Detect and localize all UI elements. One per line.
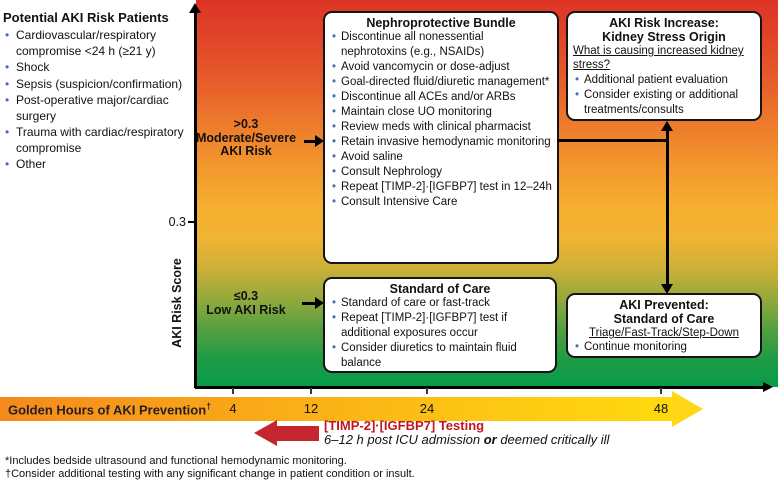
timeline-tick-mark (426, 388, 428, 394)
standard-of-care-box (323, 277, 557, 373)
list-item: • Consult Nephrology (330, 165, 552, 180)
high-risk-label (185, 118, 307, 159)
risk-increase-question: What is causing increased kidney stress? (573, 45, 744, 71)
list-item: • Sepsis (suspicion/confirmation) (3, 77, 199, 93)
low-risk-label (185, 290, 307, 317)
list-item: • Consider existing or additional treatments/consults (573, 88, 755, 118)
high-risk-text2: AKI Risk (220, 144, 272, 158)
low-risk-arrow-icon (302, 297, 324, 309)
list-item: • Maintain close UO monitoring (330, 105, 552, 120)
list-item: • Goal-directed fluid/diuretic management* (330, 75, 552, 90)
footnote: †Consider additional testing with any significant change in patient condition or insult. (5, 468, 415, 480)
list-item: • Review meds with clinical pharmacist (330, 120, 552, 135)
y-axis-tick-label: 0.3 (168, 215, 186, 229)
prevented-title: AKI Prevented: (619, 298, 709, 312)
risk-patients-panel (3, 10, 199, 174)
aki-prevented-box (566, 293, 762, 358)
list-item: • Additional patient evaluation (573, 73, 755, 88)
timeline-tick-label: 48 (653, 401, 669, 416)
outcome-double-arrow-line (666, 130, 669, 285)
nephroprotective-bundle-box (323, 11, 559, 264)
timeline-tick-mark (660, 388, 662, 394)
y-axis-line (194, 12, 197, 388)
y-axis-title: AKI Risk Score (170, 258, 184, 348)
testing-subtitle-pre: 6–12 h post ICU admission (324, 432, 484, 447)
list-item: • Standard of care or fast-track (330, 296, 550, 311)
list-item: • Cardiovascular/respiratory compromise <24 h (≥21 y) (3, 28, 199, 59)
testing-subtitle-or: or (483, 432, 497, 447)
panel-title: Potential AKI Risk Patients (3, 10, 169, 25)
timeline-tick-label: 12 (303, 401, 319, 416)
timeline-tick-mark (232, 388, 234, 394)
standard-title: Standard of Care (389, 282, 491, 296)
high-risk-score: >0.3 (233, 117, 259, 131)
testing-title: [TIMP-2]·[IGFBP7] Testing (324, 418, 485, 433)
outcome-arrow-up-icon (661, 121, 673, 131)
list-item: • Repeat [TIMP-2]·[IGFBP7] test if additional exposures occur (330, 311, 550, 341)
list-item: • Discontinue all ACEs and/or ARBs (330, 90, 552, 105)
testing-arrow-icon (254, 420, 277, 446)
low-risk-score: ≤0.3 (233, 289, 259, 303)
timeline-label (8, 401, 211, 417)
risk-increase-title2: Kidney Stress Origin (602, 30, 726, 44)
list-item: • Repeat [TIMP-2]·[IGFBP7] test in 12–24h (330, 180, 552, 195)
list-item: • Discontinue all nonessential nephrotoxins (e.g., NSAIDs) (330, 30, 552, 60)
risk-patients-list (3, 28, 199, 173)
aki-risk-increase-box (566, 11, 762, 121)
testing-subtitle-post: deemed critically ill (496, 432, 610, 447)
prevented-title2: Standard of Care (613, 312, 715, 326)
testing-arrow-body (276, 426, 319, 441)
y-axis-arrow-icon (189, 3, 201, 13)
list-item: • Continue monitoring (573, 340, 755, 355)
list-item: • Consider diuretics to maintain fluid balance (330, 341, 550, 371)
list-item: • Avoid vancomycin or dose-adjust (330, 60, 552, 75)
list-item: • Post-operative major/cardiac surgery (3, 93, 199, 124)
x-axis-arrow-icon (763, 382, 773, 392)
y-axis-tick-mark (188, 221, 196, 223)
low-risk-text: Low AKI Risk (206, 302, 286, 317)
prevented-subtitle: Triage/Fast-Track/Step-Down (589, 327, 739, 339)
high-risk-text: Moderate/Severe (195, 130, 297, 145)
outcome-arrow-down-icon (661, 284, 673, 294)
timeline-label-text: Golden Hours of AKI Prevention (8, 402, 207, 418)
timeline-label-dagger: † (206, 401, 212, 411)
bundle-to-outcome-connector (557, 139, 668, 142)
timeline-arrow-icon (672, 391, 703, 427)
list-item: • Retain invasive hemodynamic monitoring (330, 135, 552, 150)
list-item: • Trauma with cardiac/respiratory compromise (3, 125, 199, 156)
risk-increase-title: AKI Risk Increase: (609, 16, 719, 30)
bundle-title: Nephroprotective Bundle (366, 16, 516, 30)
list-item: • Shock (3, 60, 199, 76)
timeline-tick-mark (310, 388, 312, 394)
high-risk-arrow-icon (304, 135, 324, 147)
timeline-tick-label: 24 (419, 401, 435, 416)
list-item: • Avoid saline (330, 150, 552, 165)
timeline-tick-label: 4 (229, 401, 237, 416)
testing-subtitle (324, 432, 609, 447)
footnote: *Includes bedside ultrasound and functional hemodynamic monitoring. (5, 455, 347, 467)
list-item: • Other (3, 157, 199, 173)
x-axis-line (195, 386, 767, 389)
list-item: • Consult Intensive Care (330, 195, 552, 210)
